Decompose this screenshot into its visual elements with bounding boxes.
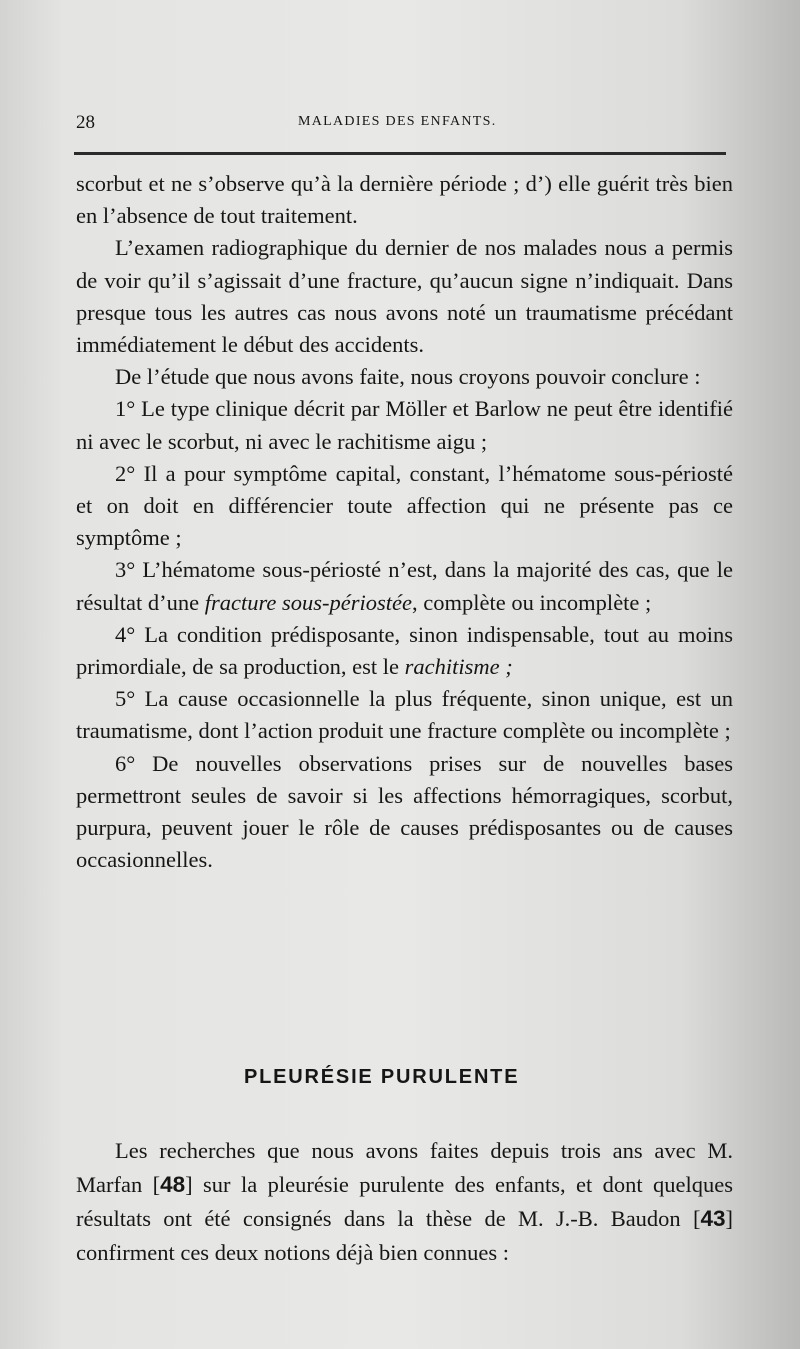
conclusion-item-3-end: , complète ou incomplète ; [411, 589, 652, 615]
reference-48: 48 [160, 1172, 186, 1197]
section-title: PLEURÉSIE PURULENTE [244, 1066, 520, 1088]
paragraph-radiography: L’examen radiographique du dernier de nos malades nous a permis de voir qu’il s’agissait d’une fracture, qu’aucun signe n’indiquait. Dans presque tous les autres cas nous avons noté un traumatisme précédant immédiatement le début des accidents. [76, 235, 733, 358]
conclusion-item-4 [76, 619, 733, 683]
running-head: MALADIES DES ENFANTS. [298, 114, 497, 129]
body-text [76, 168, 733, 876]
reference-43: 43 [700, 1206, 726, 1231]
paragraph-continuation: scorbut et ne s’observe qu’à la dernière période ; d’) elle guérit très bien en l’absence de tout traitement. [76, 171, 733, 229]
conclusion-item-5: 5° La cause occasionnelle la plus fréquente, sinon unique, est un traumatisme, dont l’action produit une fracture complète ou incomplète ; [76, 686, 733, 744]
section-text [76, 1134, 733, 1270]
conclusion-item-1: 1° Le type clinique décrit par Möller et Barlow ne peut être identifié ni avec le scorbut, ni avec le rachitisme aigu ; [76, 396, 733, 454]
page-number: 28 [76, 112, 95, 133]
emphasis-rachitisme: rachitisme ; [404, 654, 513, 680]
section-text-part-2: ] sur la pleurésie purulente des enfants, et dont quelques résultats ont été consignés dans la thèse de M. J.-B. Baudon [ [76, 1172, 734, 1231]
paragraph-conclusion-intro: De l’étude que nous avons faite, nous croyons pouvoir conclure : [115, 364, 701, 390]
emphasis-fracture: fracture sous-périostée [204, 589, 412, 615]
section-text-part-1: Les recherches que nous avons faites depuis trois ans avec M. Marfan [ [76, 1138, 733, 1197]
conclusion-item-2: 2° Il a pour symptôme capital, constant, l’hématome sous-périosté et on doit en différencier toute affection qui ne présente pas ce symptôme ; [76, 460, 733, 551]
section-text-part-3: ] confirment ces deux notions déjà bien connues : [76, 1206, 733, 1265]
conclusion-item-3-text: 3° L’hématome sous-périosté n’est, dans la majorité des cas, que le résultat d’une [76, 557, 733, 615]
section-paragraph [76, 1134, 733, 1270]
header-rule [74, 152, 726, 155]
conclusion-item-4-text: 4° La condition prédisposante, sinon indispensable, tout au moins primordiale, de sa production, est le [76, 621, 733, 680]
conclusion-item-6: 6° De nouvelles observations prises sur de nouvelles bases permettront seules de savoir si les affections hémorragiques, scorbut, purpura, peuvent jouer le rôle de causes prédisposantes ou de causes occasionnelles. [76, 750, 733, 873]
conclusion-item-3 [76, 554, 733, 618]
